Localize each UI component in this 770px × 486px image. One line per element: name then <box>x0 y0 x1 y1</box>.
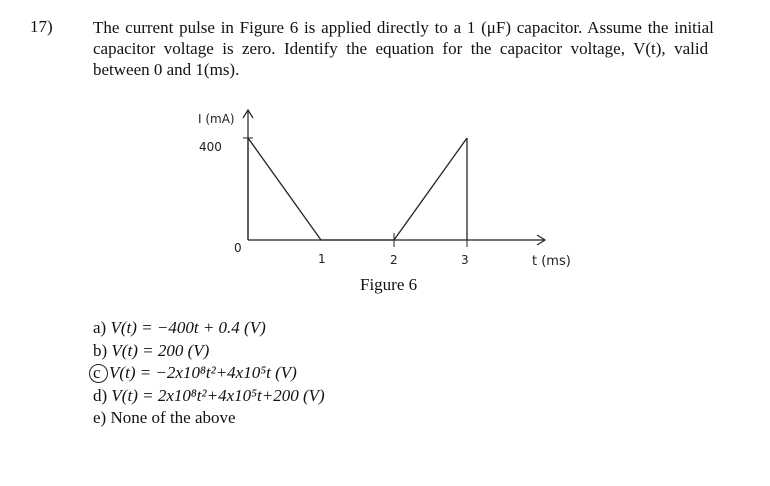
x-tick-label: 3 <box>461 253 469 267</box>
choice-equation: V(t) = 2x10⁸t²+4x10⁵t+200 (V) <box>111 385 325 405</box>
answer-choices <box>93 317 325 430</box>
choice-letter: e) <box>93 408 107 427</box>
question-number: 17) <box>30 17 53 36</box>
x-tick-label: 2 <box>390 253 398 267</box>
choice-d[interactable] <box>93 385 325 408</box>
choice-equation: V(t) = −400t + 0.4 (V) <box>110 318 266 337</box>
choice-equation: V(t) = 200 (V) <box>111 340 210 360</box>
figure-caption: Figure 6 <box>360 275 418 294</box>
x-tick-label: 1 <box>318 252 326 266</box>
choice-letter: c <box>93 363 101 382</box>
choice-letter: d) <box>93 385 108 405</box>
stem-line: between 0 and 1(ms). <box>93 60 240 79</box>
stem-line: The current pulse in Figure 6 is applied directly to a 1 (μF) capacitor. Assume the initial <box>93 18 714 37</box>
stem-line: capacitor voltage is zero. Identify the equation for the capacitor voltage, V(t), valid <box>93 39 709 58</box>
y-axis-label: I (mA) <box>198 112 235 126</box>
choice-letter: a) <box>93 318 107 337</box>
selected-circle-icon <box>89 364 108 383</box>
choice-a[interactable] <box>93 317 325 340</box>
waveform-segment <box>248 138 321 240</box>
choice-equation: V(t) = −2x10⁸t²+4x10⁵t (V) <box>109 363 297 382</box>
y-tick-label: 400 <box>199 140 222 154</box>
origin-label: 0 <box>234 241 242 255</box>
choice-e[interactable] <box>93 407 325 430</box>
x-axis-label: t (ms) <box>532 254 571 269</box>
waveform-segment <box>394 138 467 240</box>
waveform <box>248 138 467 240</box>
choice-letter: b) <box>93 340 108 360</box>
choice-c[interactable] <box>93 362 325 385</box>
choice-equation: None of the above <box>110 408 236 427</box>
choice-b[interactable] <box>93 340 325 363</box>
